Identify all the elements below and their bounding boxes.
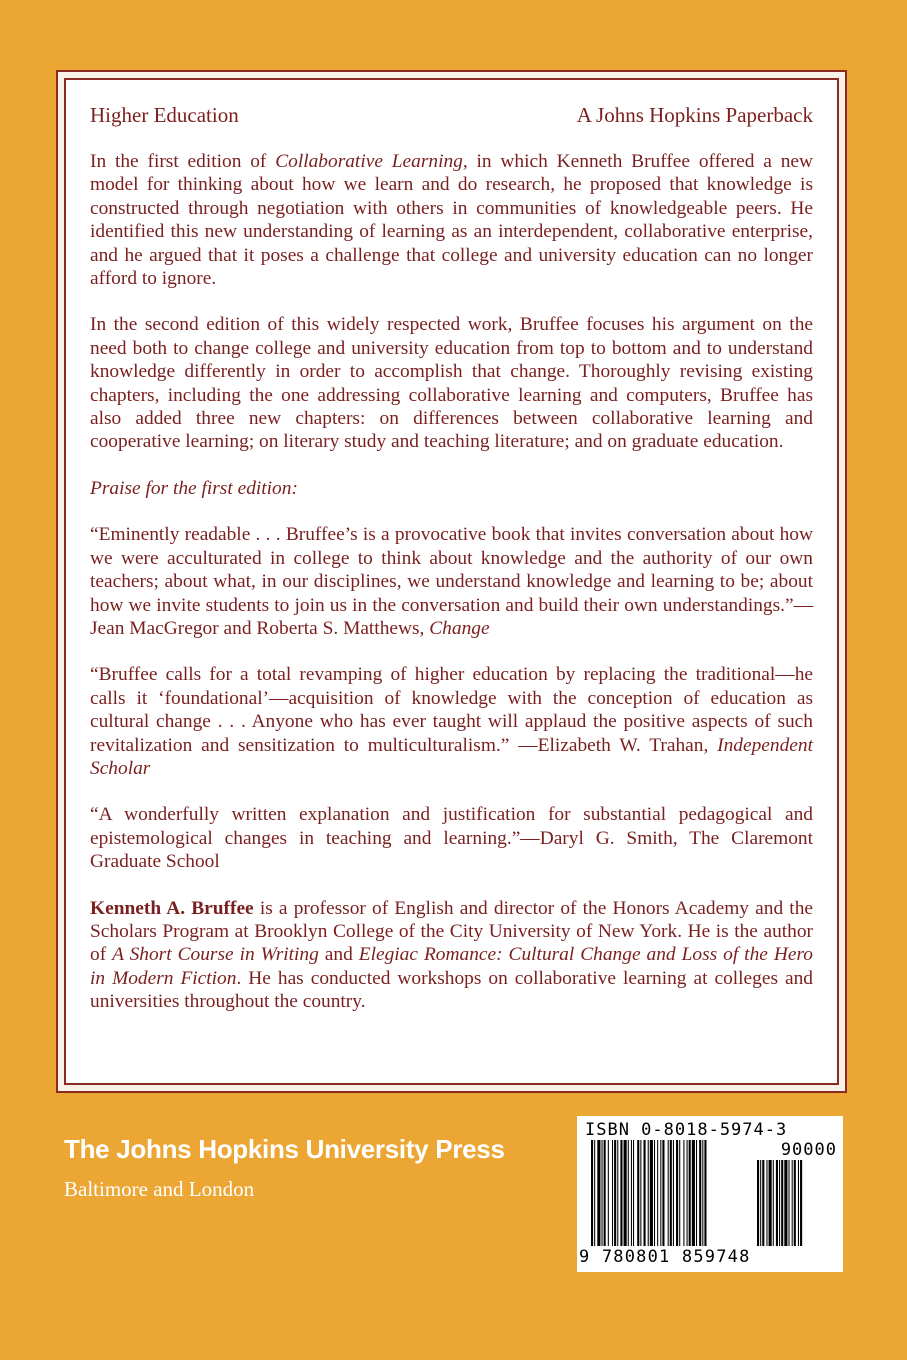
publisher-block [64, 1134, 505, 1202]
category-label: Higher Education [90, 103, 239, 127]
isbn-text: ISBN 0-8018-5974-3 [585, 1120, 788, 1140]
description-paragraph-2: In the second edition of this widely respected work, Bruffee focuses his argument on the need both to change college and university education from top to bottom and to understand knowledge differently in order to accomplish that change. Thoroughly revising existing chapters, including the one addressing collaborative learning and computers, Bruffee has also added three new chapters: on differences between collaborative learning and cooperative learning; on literary study and teaching literature; and on graduate education. [90, 314, 813, 453]
author-bio [90, 897, 813, 1014]
praise-heading: Praise for the first edition: [90, 477, 298, 499]
header-row [90, 102, 813, 128]
quote1-text: “Eminently readable . . . Bruffee’s is a provocative book that invites conversation about how we were acculturated in college to think about knowledge and the authority of our own teachers; about what, in our disciplines, we understand knowledge and learning to be; about how we invite students to join us in the conversation and build their own understandings.”—Jean MacGregor and Roberta S. Matthews, [90, 524, 813, 639]
barcode [577, 1116, 843, 1272]
bio-text-c: . He has conducted workshops on collaborative learning at colleges and universities throughout the country. [90, 967, 813, 1013]
book-title: Collaborative Learning [275, 151, 463, 172]
praise-quote-3: “A wonderfully written explanation and justification for substantial pedagogical and epistemological changes in teaching and learning.”—Daryl G. Smith, The Claremont Graduate School [90, 804, 813, 873]
author-name: Kenneth A. Bruffee [90, 897, 254, 919]
publisher-name: The Johns Hopkins University Press [64, 1134, 505, 1164]
quote2-text: “Bruffee calls for a total revamping of higher education by replacing the traditional—he calls it ‘foundational’—acquisition of knowledge with the conception of education as cultural change . . . Anyone who has ever taught will applaud the positive aspects of such revitalization and sensitization to multiculturalism.” —Elizabeth W. Trahan, [90, 664, 813, 756]
praise-quote-2 [90, 663, 813, 780]
bio-book-2: Elegiac Romance: Cultural Change and Loss of the Hero in Modern Fiction [90, 944, 813, 989]
publisher-city: Baltimore and London [64, 1177, 255, 1201]
barcode-bars-icon [591, 1140, 831, 1248]
p1-text-b: , in which Kenneth Bruffee offered a new model for thinking about how we learn and do research, he proposed that knowledge is constructed through negotiation with others in communities of knowledgeable peers. He identified this new understanding of learning as an interdependent, collaborative enterprise, and he argued that it poses a challenge that college and university education can no longer afford to ignore. [90, 151, 814, 290]
text-panel-outer-border [56, 70, 847, 1093]
bio-text-a: is a professor of English and director of the Honors Academy and the Scholars Program at Brooklyn College of the City University of New York. He is the author of [90, 897, 813, 966]
quote2-source: Independent Scholar [90, 734, 813, 779]
description-paragraph-1 [90, 150, 813, 290]
price-addon-text: 90000 [780, 1140, 837, 1160]
bio-text-b: and [318, 944, 359, 966]
p1-text-a: In the first edition of [90, 151, 276, 172]
text-panel [64, 78, 839, 1085]
text-content [90, 102, 813, 1037]
ean-text: 9 780801 859748 [579, 1247, 751, 1267]
bio-book-1: A Short Course in Writing [112, 944, 319, 966]
series-label: A Johns Hopkins Paperback [576, 103, 813, 127]
quote1-source: Change [429, 617, 490, 639]
praise-quote-1 [90, 523, 813, 640]
